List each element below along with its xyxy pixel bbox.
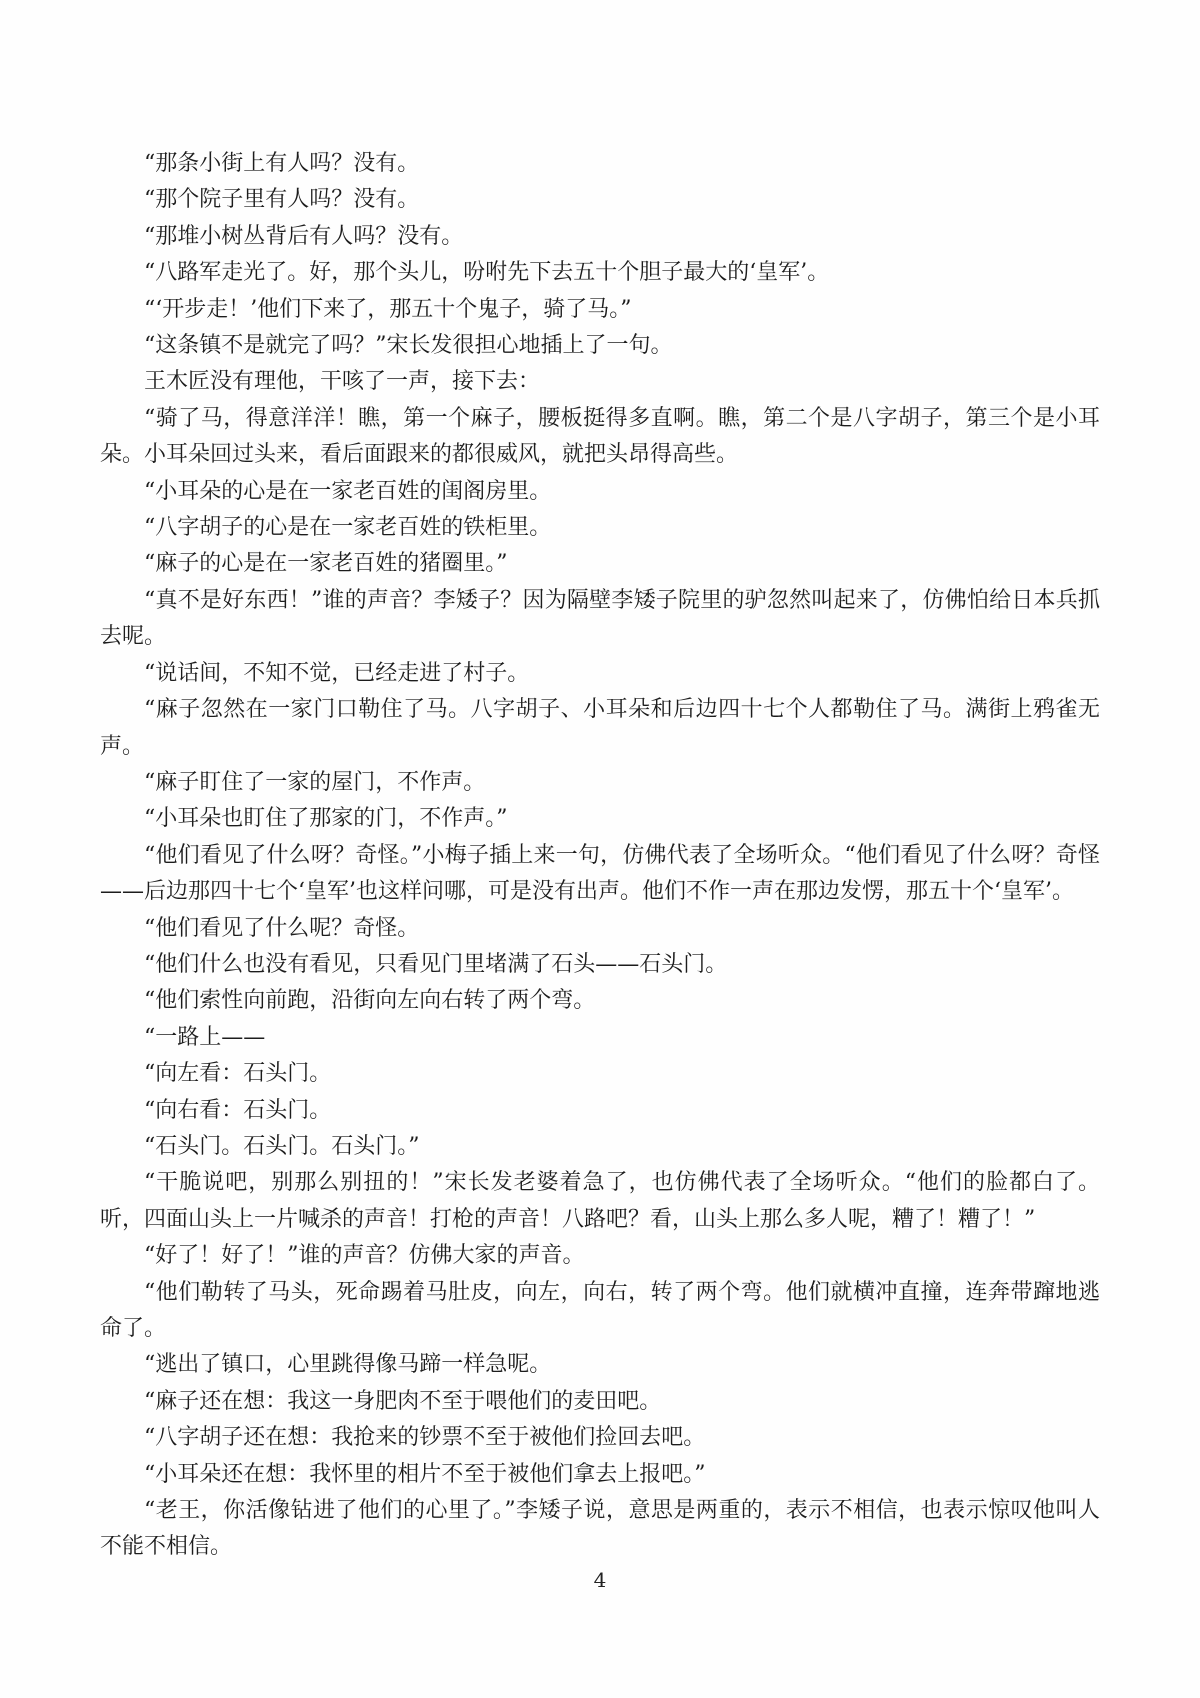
- paragraph: “那个院子里有人吗？没有。: [144, 187, 420, 213]
- paragraph: “小耳朵还在想：我怀里的相片不至于被他们拿去上报吧。”: [144, 1461, 706, 1487]
- paragraph: “他们勒转了马头，死命踢着马肚皮，向左，向右，转了两个弯。他们就横冲直撞，连奔带蹿地逃命了。: [100, 1279, 1100, 1341]
- paragraph: “小耳朵也盯住了那家的门，不作声。”: [144, 806, 508, 832]
- paragraph: “八字胡子还在想：我抢来的钞票不至于被他们捡回去吧。: [144, 1425, 706, 1451]
- paragraph: “向左看：石头门。: [144, 1061, 332, 1087]
- paragraph: “石头门。石头门。石头门。”: [144, 1133, 420, 1159]
- paragraph: “这条镇不是就完了吗？”宋长发很担心地插上了一句。: [144, 333, 673, 359]
- story-text: [100, 146, 1100, 1566]
- paragraph: 王木匠没有理他，干咳了一声，接下去：: [144, 369, 541, 395]
- paragraph: “小耳朵的心是在一家老百姓的闺阁房里。: [144, 478, 552, 504]
- paragraph: “老王，你活像钻进了他们的心里了。”李矮子说，意思是两重的，表示不相信，也表示惊叹他叫人不能不相信。: [100, 1498, 1100, 1560]
- paragraph: “逃出了镇口，心里跳得像马蹄一样急呢。: [144, 1352, 552, 1378]
- paragraph: “他们看见了什么呢？奇怪。: [144, 915, 420, 941]
- paragraph: “骑了马，得意洋洋！瞧，第一个麻子，腰板挺得多直啊。瞧，第二个是八字胡子，第三个是小耳朵。小耳朵回过头来，看后面跟来的都很威风，就把头昂得高些。: [100, 405, 1100, 468]
- paragraph: “那堆小树丛背后有人吗？没有。: [144, 223, 464, 249]
- paragraph: “八字胡子的心是在一家老百姓的铁柜里。: [144, 515, 552, 541]
- paragraph: “他们索性向前跑，沿街向左向右转了两个弯。: [144, 988, 596, 1014]
- page-number: 4: [593, 1568, 607, 1592]
- paragraph: “他们什么也没有看见，只看见门里堵满了石头——石头门。: [144, 951, 728, 977]
- paragraph: “麻子忽然在一家门口勒住了马。八字胡子、小耳朵和后边四十七个人都勒住了马。满街上鸦雀无声。: [100, 697, 1100, 759]
- paragraph: “好了！好了！”谁的声音？仿佛大家的声音。: [144, 1243, 585, 1269]
- paragraph: “他们看见了什么呀？奇怪。”小梅子插上来一句，仿佛代表了全场听众。“他们看见了什么呀？奇怪——后边那四十七个‘皇军’也这样问哪，可是没有出声。他们不作一声在那边发愣，那五十个‘皇军’。: [100, 842, 1100, 905]
- paragraph: “那条小街上有人吗？没有。: [144, 151, 420, 176]
- paragraph: “一路上——: [144, 1024, 266, 1050]
- paragraph: “说话间，不知不觉，已经走进了村子。: [144, 660, 530, 686]
- paragraph: “麻子盯住了一家的屋门，不作声。: [144, 769, 486, 795]
- paragraph: “八路军走光了。好，那个头儿，吩咐先下去五十个胆子最大的‘皇军’。: [144, 260, 830, 286]
- paragraph: “麻子的心是在一家老百姓的猪圈里。”: [144, 551, 508, 577]
- paragraph: “干脆说吧，别那么别扭的！”宋长发老婆着急了，也仿佛代表了全场听众。“他们的脸都白了。听，四面山头上一片喊杀的声音！打枪的声音！八路吧？看，山头上那么多人呢，糟了！糟了！”: [100, 1170, 1100, 1232]
- paragraph: “向右看：石头门。: [144, 1097, 332, 1123]
- paragraph: “‘开步走！’他们下来了，那五十个鬼子，骑了马。”: [144, 296, 632, 322]
- paragraph: “真不是好东西！”谁的声音？李矮子？因为隔壁李矮子院里的驴忽然叫起来了，仿佛怕给日本兵抓去呢。: [100, 587, 1100, 650]
- paragraph: “麻子还在想：我这一身肥肉不至于喂他们的麦田吧。: [144, 1388, 662, 1414]
